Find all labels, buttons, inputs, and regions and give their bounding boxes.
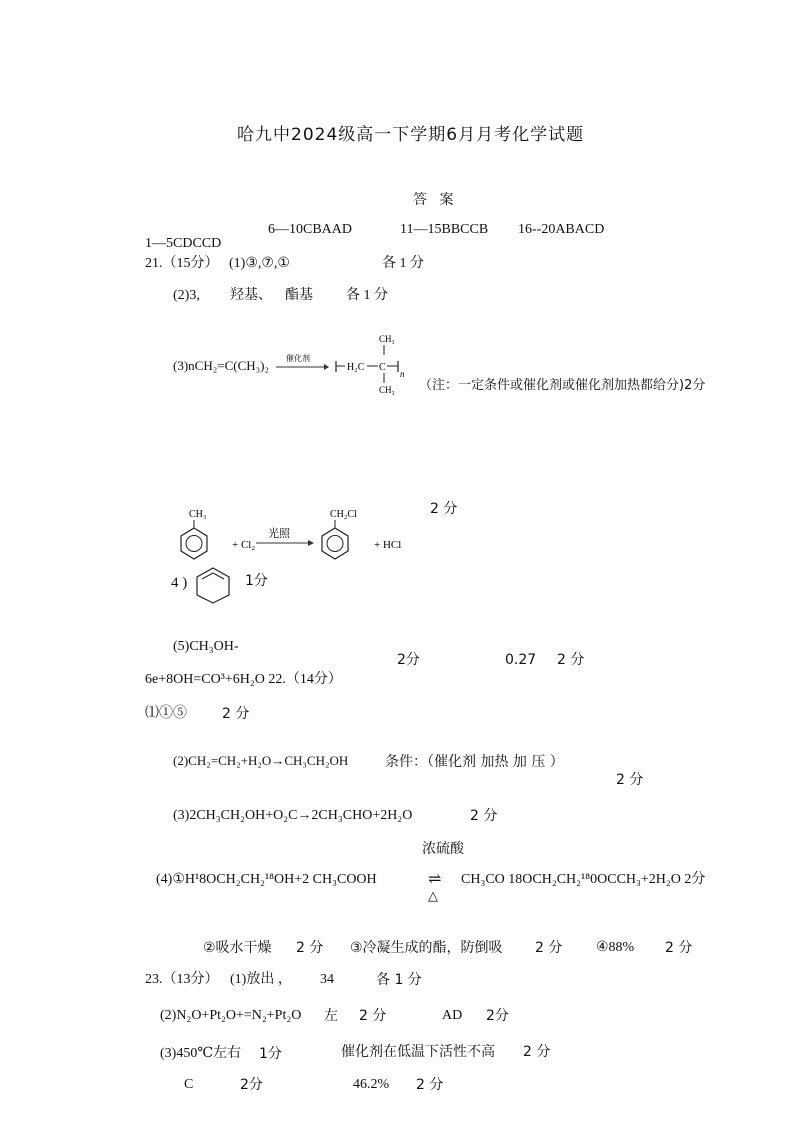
q22-part4-4-score: 2 分 [665, 940, 693, 956]
toluene-ch3: CH₃ [189, 509, 207, 520]
q22-part4-2: ②吸水干燥 [203, 940, 272, 956]
q21-part4-label: 4 ) [171, 575, 188, 591]
q22-part2-score: 2 分 [616, 772, 644, 788]
q23-part3-score: 1分 [259, 1046, 282, 1062]
catalyst-arrow [274, 352, 330, 374]
q22-part2-conditions: 条件：（催化剂 加热 加 压 ） [385, 754, 564, 770]
rxn-hcl: + HCl [374, 539, 402, 551]
q21-part1: (1)③,⑦,① [229, 256, 290, 271]
q21-part2-hydroxyl: 羟基、 [230, 288, 272, 303]
q23-part2-answer-score: 2分 [486, 1008, 509, 1024]
q21-part3-lhs: (3)nCH₂=C(CH₃)₂ [173, 358, 270, 373]
q21-part5-score: 2分 [397, 652, 420, 668]
q23-header: 23.（13分） [145, 972, 219, 987]
q21-part2: (2)3, [173, 288, 200, 303]
q22-part1-score: 2 分 [222, 706, 250, 722]
mcq-6-10: 6—10CBAAD [268, 222, 353, 237]
q23-part1: (1)放出 ， [230, 972, 292, 987]
q22-part4-4: ④88% [596, 940, 635, 955]
q23-part2-direction: 左 [324, 1008, 338, 1024]
q21-header: 21.（15分） [145, 256, 219, 271]
q21-part5-a: (5)CH₃OH- [173, 639, 239, 654]
toluene-chlorination [170, 500, 430, 570]
page-title: 哈九中2024级高一下学期6月月考化学试题 [237, 125, 585, 145]
mcq-1-5: 1—5CDCCD [145, 236, 222, 251]
q23-part3-reason-score: 2 分 [523, 1044, 551, 1060]
q23-part3-reason: 催化剂在低温下活性不高 [341, 1044, 495, 1060]
q21-part4-score: 1分 [245, 573, 268, 589]
equilibrium-arrow: ⇌ [428, 871, 442, 888]
rxn-score: 2 分 [430, 501, 458, 517]
q23-part3-percent: 46.2% [353, 1077, 390, 1092]
polymer-ch3-bottom: CH₃ [379, 385, 395, 395]
q22-part4-rhs: CH₃CO 18OCH₂CH₂¹⁸0OCCH₃+2H₂O 2分 [461, 872, 706, 887]
q22-part1: ⑴①⑤ [145, 706, 187, 721]
q22-part4-2-score: 2 分 [296, 940, 324, 956]
q22-part4-3: ③冷凝生成的酯，防倒吸 [350, 940, 503, 956]
polymer-n: n [400, 369, 405, 379]
q21-part3-note: （注：一定条件或催化剂或催化剂加热都给分)2分 [419, 378, 706, 393]
heat-symbol: △ [428, 888, 438, 903]
rxn-cl2: + Cl₂ [232, 539, 256, 551]
q22-part3-score: 2 分 [470, 808, 498, 824]
benzene-ring-left [181, 528, 207, 559]
q21-part5-b: 6e+8OH=CO³+6H₂O 22.（14分） [145, 672, 342, 687]
q22-part4-3-score: 2 分 [535, 940, 563, 956]
q23-part2-answer: AD [442, 1008, 463, 1023]
q22-part3: (3)2CH₃CH₂OH+O₂C→2CH₃CHO+2H₂O [173, 808, 413, 823]
mcq-11-15: 11—15BBCCB [400, 222, 489, 237]
q22-part4-over-arrow: 浓硫酸 [422, 841, 464, 857]
answer-heading: 答 案 [413, 192, 458, 208]
q21-part5-value: 0.27 [505, 652, 537, 668]
q23-part3-c-score: 2分 [240, 1077, 263, 1093]
rxn-light-label: 光照 [268, 528, 290, 540]
polymer-h2c: H₂C [347, 362, 365, 373]
benzene-ring-right [322, 528, 348, 559]
q23-part2-score: 2 分 [359, 1008, 387, 1024]
mcq-16-20: 16--20ABACD [518, 222, 605, 237]
polymer-ch3-top: CH₃ [379, 334, 395, 344]
polymer-structure [334, 332, 414, 398]
q23-part2: (2)N₂O+Pt₂O+=N₂+Pt₂O [160, 1008, 302, 1023]
q21-part1-score: 各 1 分 [382, 256, 424, 271]
q21-part2-ester: 酯基 [285, 288, 313, 303]
cyclohexadiene-structure [190, 565, 236, 605]
q22-part4-lhs: (4)①H¹8OCH₂CH₂¹⁸OH+2 CH₃COOH [156, 872, 377, 887]
q22-part2: (2)CH₂=CH₂+H₂O→CH₃CH₂OH [173, 753, 349, 768]
q23-part3-percent-score: 2 分 [416, 1077, 444, 1093]
q23-part3-c: C [184, 1077, 194, 1092]
q23-part1-value: 34 [320, 972, 334, 987]
q23-part1-score: 各 1 分 [376, 972, 422, 988]
catalyst-label: 催化剂 [286, 354, 310, 363]
polymer-c: C [379, 362, 386, 373]
q23-part3: (3)450℃左右 [160, 1046, 241, 1061]
q21-part5-value-score: 2 分 [557, 652, 585, 668]
q21-part2-score: 各 1 分 [346, 288, 388, 303]
product-ch2cl: CH₂Cl [330, 509, 357, 520]
